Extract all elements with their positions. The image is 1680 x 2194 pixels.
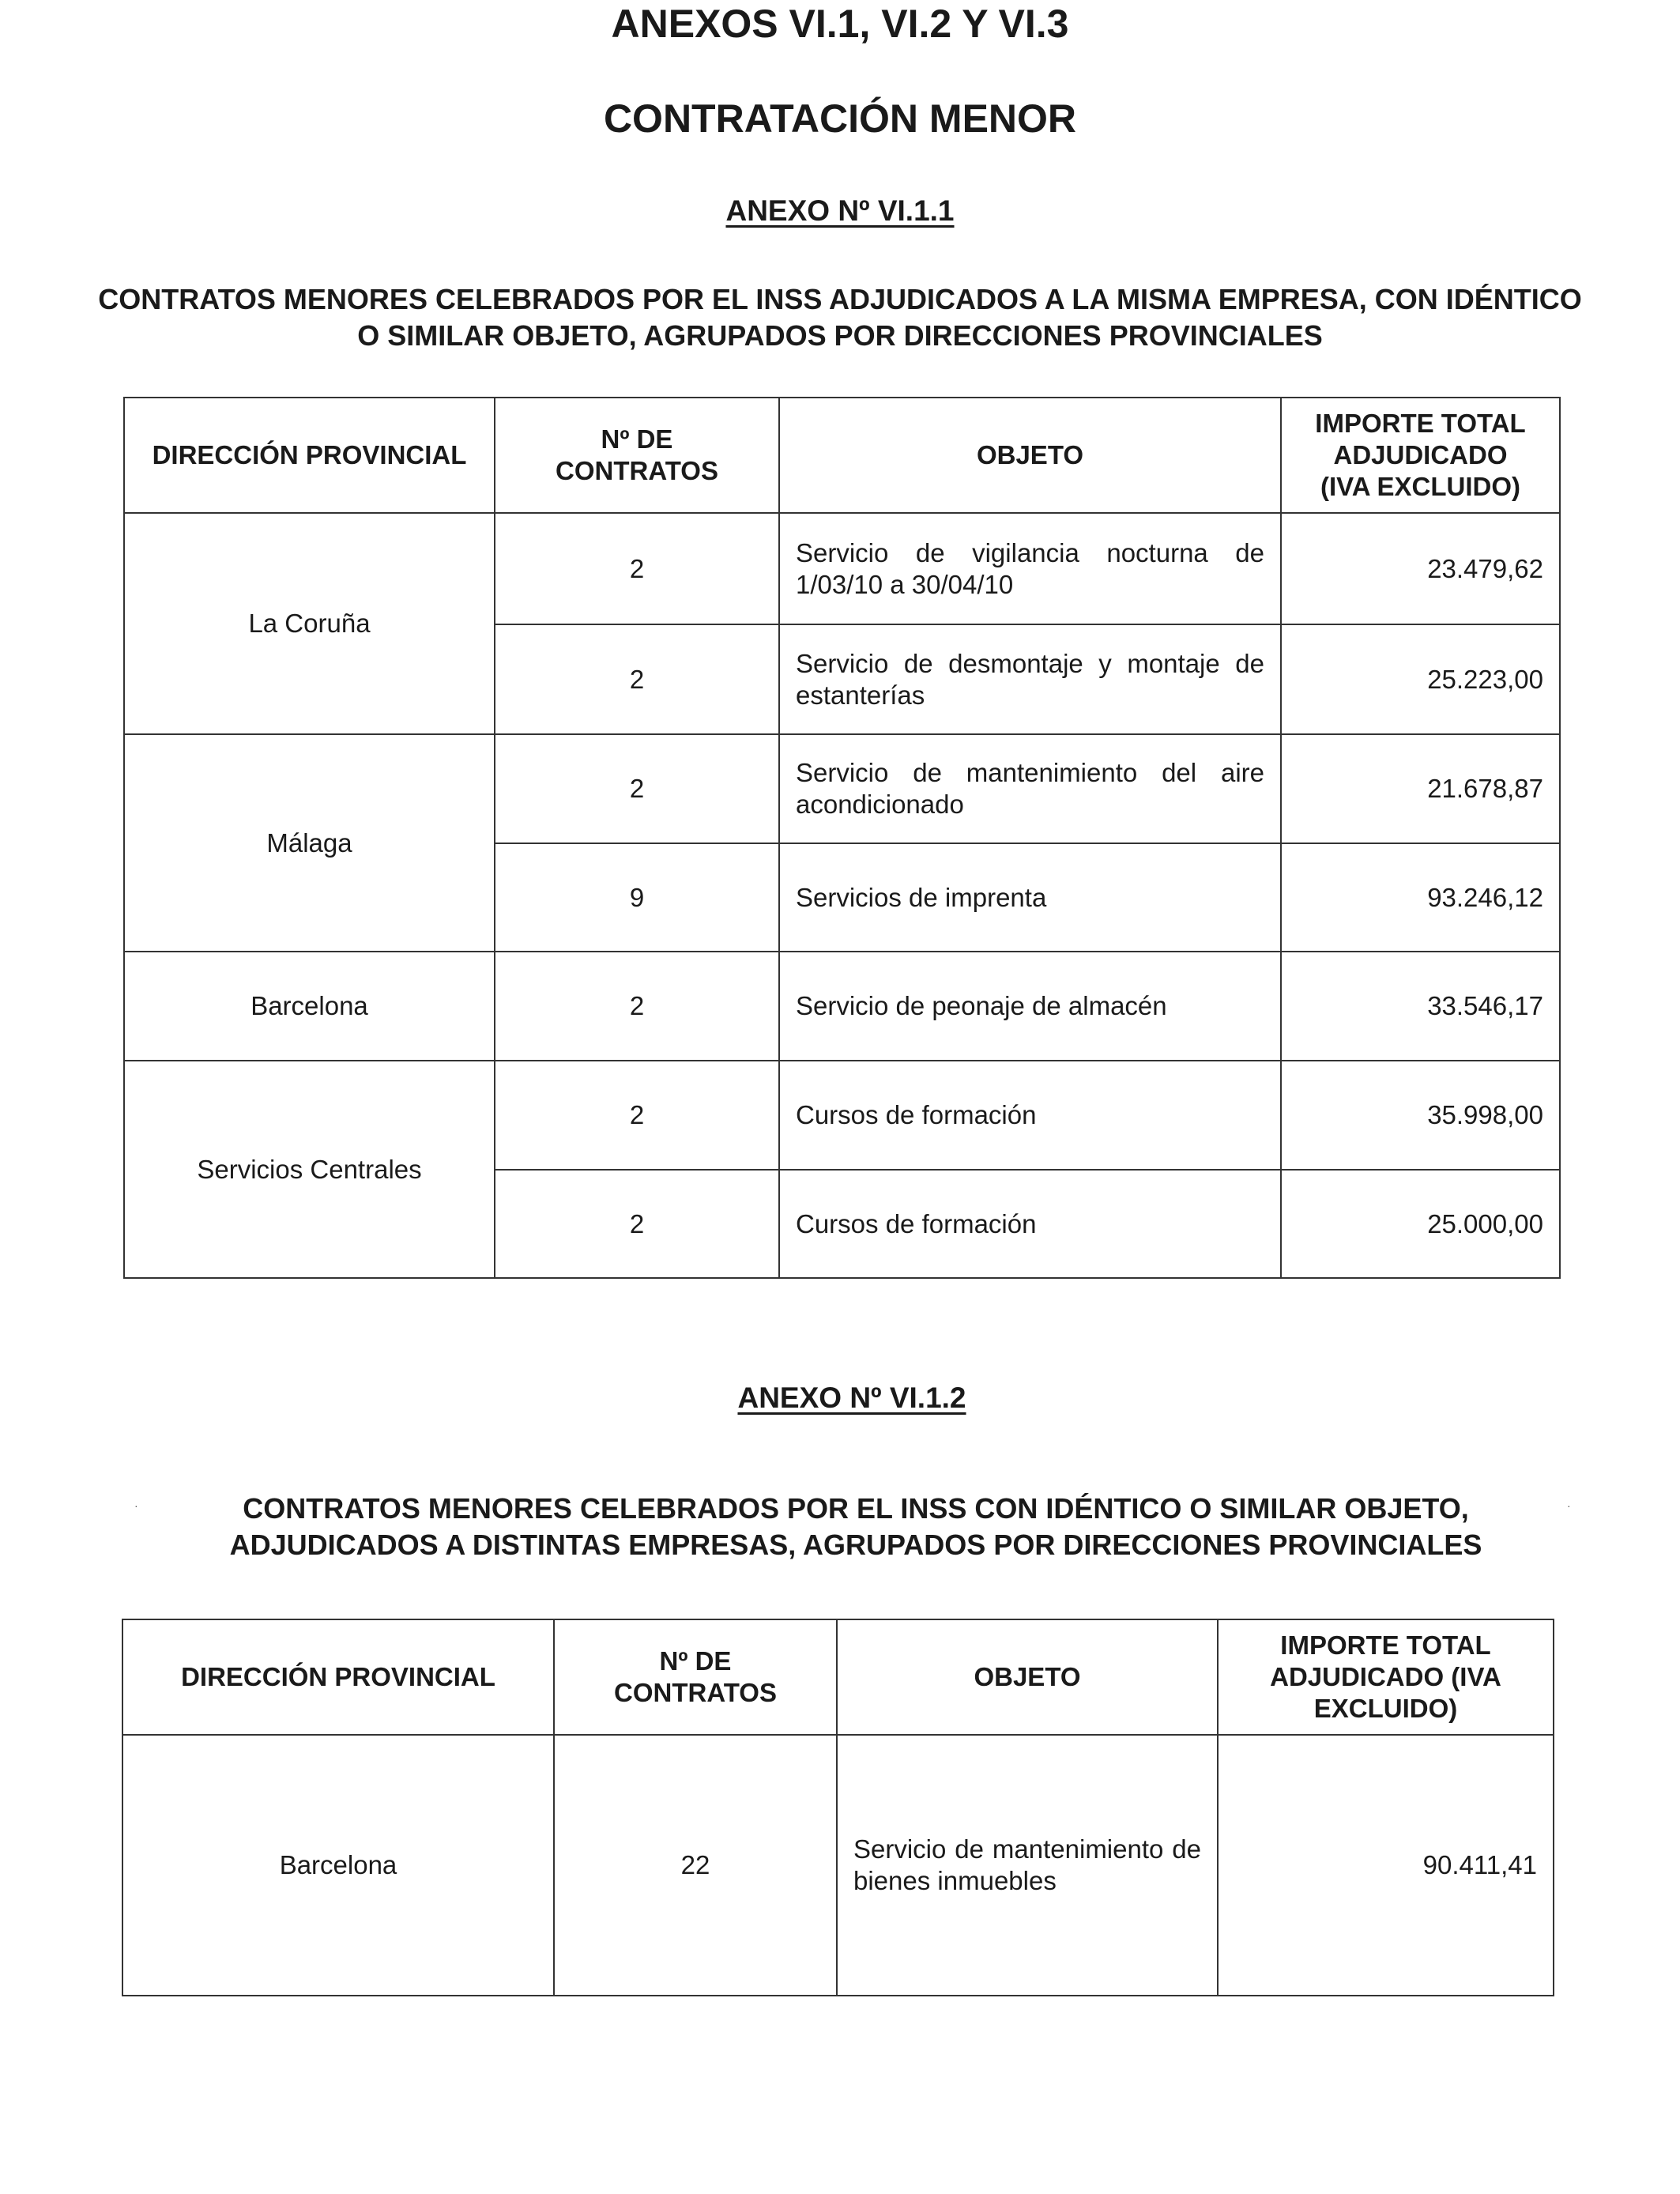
annex1-header-province: DIRECCIÓN PROVINCIAL <box>124 398 495 513</box>
amount-cell: 93.246,12 <box>1281 843 1560 952</box>
amount-cell: 90.411,41 <box>1218 1735 1554 1996</box>
province-cell: La Coruña <box>124 513 495 734</box>
count-cell: 2 <box>495 513 779 624</box>
annex1-table <box>123 397 1561 1279</box>
annex2-subtitle-line2: ADJUDICADOS A DISTINTAS EMPRESAS, AGRUPADOS POR DIRECCIONES PROVINCIALES <box>229 1529 1482 1561</box>
object-cell: Servicio de mantenimiento de bienes inmuebles <box>837 1735 1218 1996</box>
count-cell: 2 <box>495 952 779 1061</box>
table-row <box>124 1061 1560 1170</box>
table-row <box>124 734 1560 843</box>
count-cell: 2 <box>495 1061 779 1170</box>
amount-cell: 25.223,00 <box>1281 624 1560 734</box>
amount-cell: 23.479,62 <box>1281 513 1560 624</box>
annex2-subtitle-line1: CONTRATOS MENORES CELEBRADOS POR EL INSS CON IDÉNTICO O SIMILAR OBJETO, <box>243 1492 1469 1525</box>
annex2-header-row <box>122 1619 1554 1735</box>
table-row <box>124 513 1560 624</box>
object-cell: Cursos de formación <box>779 1061 1281 1170</box>
amount-cell: 33.546,17 <box>1281 952 1560 1061</box>
amount-cell: 25.000,00 <box>1281 1170 1560 1278</box>
annex1-subtitle: CONTRATOS MENORES CELEBRADOS POR EL INSS ADJUDICADOS A LA MISMA EMPRESA, CON IDÉNTICO O SIMILAR OBJETO, AGRUPADOS POR DIRECCIONES PROVINCIALES <box>98 283 1582 352</box>
object-cell: Servicio de desmontaje y montaje de estanterías <box>779 624 1281 734</box>
object-cell: Servicios de imprenta <box>779 843 1281 952</box>
annex1-header-count: Nº DE CONTRATOS <box>495 398 779 513</box>
count-cell: 2 <box>495 1170 779 1278</box>
count-cell: 2 <box>495 734 779 843</box>
province-cell: Barcelona <box>124 952 495 1061</box>
annex1-label: ANEXO Nº VI.1.1 <box>725 194 955 227</box>
annex1-header-row <box>124 398 1560 513</box>
province-cell: Servicios Centrales <box>124 1061 495 1278</box>
annex2-header-province: DIRECCIÓN PROVINCIAL <box>122 1619 554 1735</box>
count-cell: 22 <box>554 1735 837 1996</box>
annex1-header-amount: IMPORTE TOTAL ADJUDICADO (IVA EXCLUIDO) <box>1281 398 1560 513</box>
annex2-header-count: Nº DE CONTRATOS <box>554 1619 837 1735</box>
annex2-header-amount: IMPORTE TOTAL ADJUDICADO (IVA EXCLUIDO) <box>1218 1619 1554 1735</box>
count-cell: 9 <box>495 843 779 952</box>
province-cell: Barcelona <box>122 1735 554 1996</box>
table-row <box>122 1735 1554 1996</box>
annex2-subtitle <box>126 1491 1585 1563</box>
scan-dot: · <box>1567 1499 1571 1512</box>
annex2-label: ANEXO Nº VI.1.2 <box>737 1382 966 1414</box>
count-cell: 2 <box>495 624 779 734</box>
object-cell: Servicio de vigilancia nocturna de 1/03/10 a 30/04/10 <box>779 513 1281 624</box>
province-cell: Málaga <box>124 734 495 952</box>
object-cell: Cursos de formación <box>779 1170 1281 1278</box>
annex1-header-object: OBJETO <box>779 398 1281 513</box>
annex2-header-object: OBJETO <box>837 1619 1218 1735</box>
object-cell: Servicio de mantenimiento del aire acondicionado <box>779 734 1281 843</box>
amount-cell: 35.998,00 <box>1281 1061 1560 1170</box>
document-title: ANEXOS VI.1, VI.2 Y VI.3 <box>611 2 1069 46</box>
table-row <box>124 952 1560 1061</box>
scan-dot: · <box>134 1499 138 1512</box>
document-heading: CONTRATACIÓN MENOR <box>603 96 1077 141</box>
object-cell: Servicio de peonaje de almacén <box>779 952 1281 1061</box>
amount-cell: 21.678,87 <box>1281 734 1560 843</box>
annex2-table <box>122 1619 1554 1996</box>
